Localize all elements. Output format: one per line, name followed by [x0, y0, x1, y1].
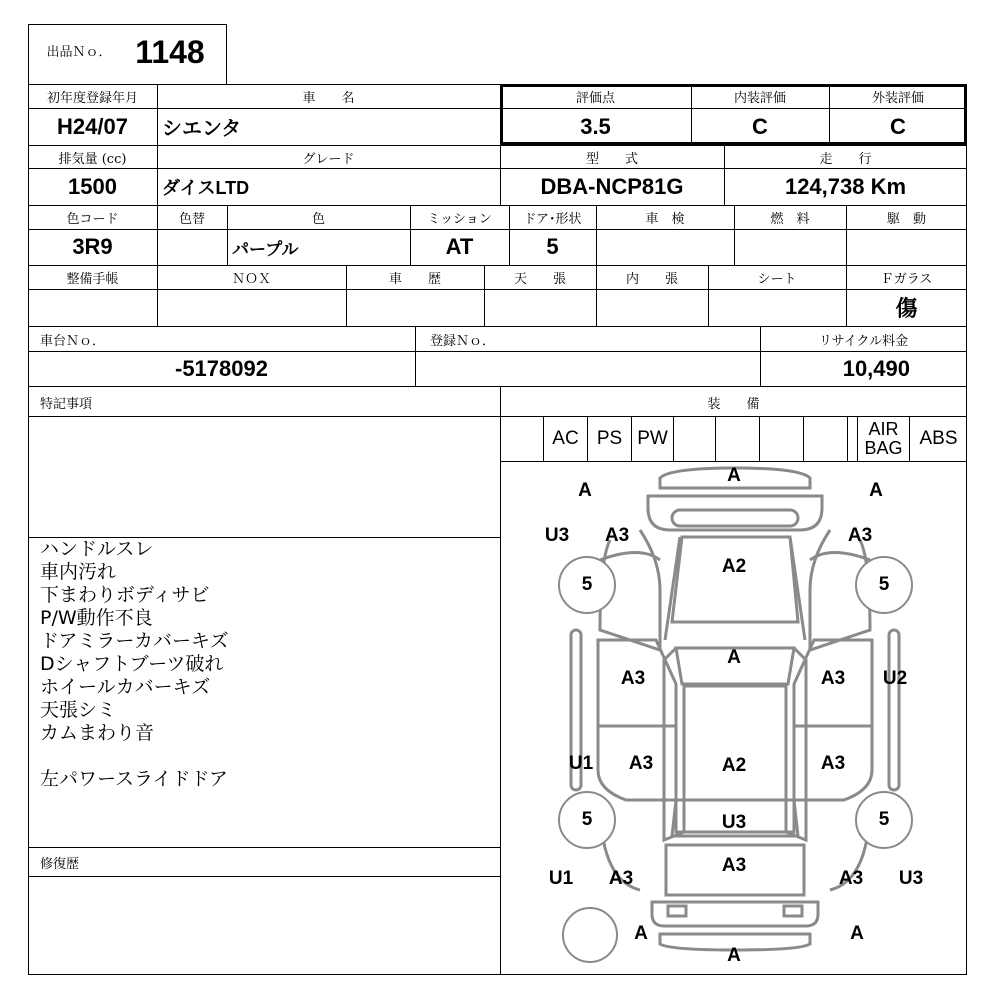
mileage-value: 124,738 Km [784, 173, 907, 199]
equipment-cell [674, 416, 716, 461]
damage-grade: U3 [544, 525, 570, 546]
fglass-value: 傷 [895, 296, 918, 322]
lot-number: 1148 [135, 33, 205, 70]
damage-grade: A3 [820, 753, 846, 774]
interior-lining-label: 内 張 [625, 272, 678, 287]
recycle-label: リサイクル料金 [818, 333, 909, 349]
cc-label: 排気量 (cc) [58, 151, 127, 167]
damage-grade: A [634, 923, 648, 944]
mission-value: AT [445, 234, 474, 259]
reg-label: 初年度登録年月 [46, 91, 138, 106]
cc-value: 1500 [68, 173, 117, 199]
damage-grade: 5 [581, 809, 593, 830]
damage-grade: A3 [628, 753, 654, 774]
note-line: 天張シミ [40, 699, 117, 721]
damage-grade: 5 [878, 809, 890, 830]
note-line: Dシャフトブーツ破れ [40, 653, 224, 675]
damage-grade: U1 [568, 753, 594, 774]
note-line: ハンドルスレ [40, 538, 154, 560]
grade-value: ダイスLTD [162, 177, 250, 198]
damage-grade: U2 [882, 668, 908, 689]
damage-grade: A3 [721, 855, 747, 876]
equipment-cell [500, 416, 544, 461]
chassis-label: 車台Ｎｏ． [40, 333, 106, 349]
interior-value: C [752, 113, 768, 139]
note-line: 車内汚れ [40, 561, 117, 583]
equipment-cell: ABS [919, 427, 958, 449]
mileage-label: 走 行 [819, 151, 872, 167]
damage-grade: A3 [820, 668, 846, 689]
color-code-label: 色コード [66, 212, 119, 227]
damage-grade: U3 [898, 868, 924, 889]
equipment-cell [716, 416, 760, 461]
damage-grade: A2 [721, 755, 747, 776]
exterior-value: C [890, 113, 906, 139]
exterior-label: 外装評価 [871, 91, 924, 106]
interior-label: 内装評価 [733, 91, 786, 106]
damage-grade: 5 [878, 574, 890, 595]
score-label: 評価点 [575, 91, 615, 106]
equipment-label: 装 備 [707, 396, 760, 412]
equipment-cell: PW [632, 416, 674, 461]
grade-label: グレード [302, 151, 355, 167]
color-value: パープル [232, 239, 299, 259]
equipment-cell: PS [588, 416, 632, 461]
car-diagram [501, 462, 966, 974]
damage-grade: A2 [721, 556, 747, 577]
model-label: 型 式 [585, 151, 638, 167]
damage-grade: A [727, 465, 741, 486]
equipment-cell: AC [544, 416, 588, 461]
note-line: ドアミラーカバーキズ [40, 630, 229, 652]
door-value: 5 [546, 234, 559, 259]
door-label: ドア･形状 [523, 212, 582, 227]
history-label: 車 歴 [388, 272, 441, 287]
color-label: 色 [311, 212, 325, 227]
ceiling-label: 天 張 [513, 272, 566, 287]
chassis-value: -5178092 [175, 355, 268, 381]
seat-label: シート [757, 272, 797, 287]
repair-label: 修復歴 [40, 856, 80, 872]
regno-label: 登録Ｎｏ． [430, 333, 496, 349]
damage-grade: 5 [581, 574, 593, 595]
note-line: 下まわりボディサビ [40, 584, 210, 606]
inspection-label: 車 検 [645, 212, 685, 227]
damage-grade: A [850, 923, 864, 944]
note-line: ホイールカバーキズ [40, 676, 211, 698]
damage-grade: A [869, 480, 883, 501]
lot-label: 出品Ｎｏ． [46, 44, 112, 60]
name-value: シエンタ [162, 118, 242, 140]
repaint-label: 色替 [178, 212, 205, 227]
name-label: 車 名 [302, 91, 355, 106]
equipment-cell [804, 416, 848, 461]
drive-label: 駆 動 [886, 212, 926, 227]
fuel-label: 燃 料 [770, 212, 810, 227]
note-line: カムまわり音 [40, 722, 155, 744]
manual-label: 整備手帳 [66, 272, 119, 287]
damage-grade: A3 [608, 868, 634, 889]
recycle-value: 10,490 [842, 355, 910, 381]
damage-grade: A [578, 480, 592, 501]
model-value: DBA-NCP81G [540, 173, 684, 199]
equipment-cell: AIR BAG [858, 416, 910, 461]
note-line: 左パワースライドドア [40, 768, 228, 790]
fglass-label: Ｆガラス [880, 272, 933, 287]
damage-grade: A3 [838, 868, 864, 889]
damage-grade: A [727, 945, 741, 966]
equipment-cell [760, 416, 804, 461]
damage-grade: U1 [548, 868, 574, 889]
mission-label: ミッション [427, 212, 492, 227]
equipment-cell [848, 416, 858, 461]
reg-value: H24/07 [57, 113, 128, 139]
damage-grade: A [727, 647, 741, 668]
color-code-value: 3R9 [72, 234, 113, 259]
damage-grade: U3 [721, 812, 747, 833]
notes-label: 特記事項 [40, 396, 93, 412]
nox-label: ＮＯＸ [231, 272, 271, 287]
spare-tire-icon [563, 908, 617, 962]
damage-grade: A3 [847, 525, 873, 546]
note-line: P/W動作不良 [40, 607, 153, 629]
damage-grade: A3 [620, 668, 646, 689]
score-value: 3.5 [580, 113, 611, 139]
damage-grade: A3 [604, 525, 630, 546]
